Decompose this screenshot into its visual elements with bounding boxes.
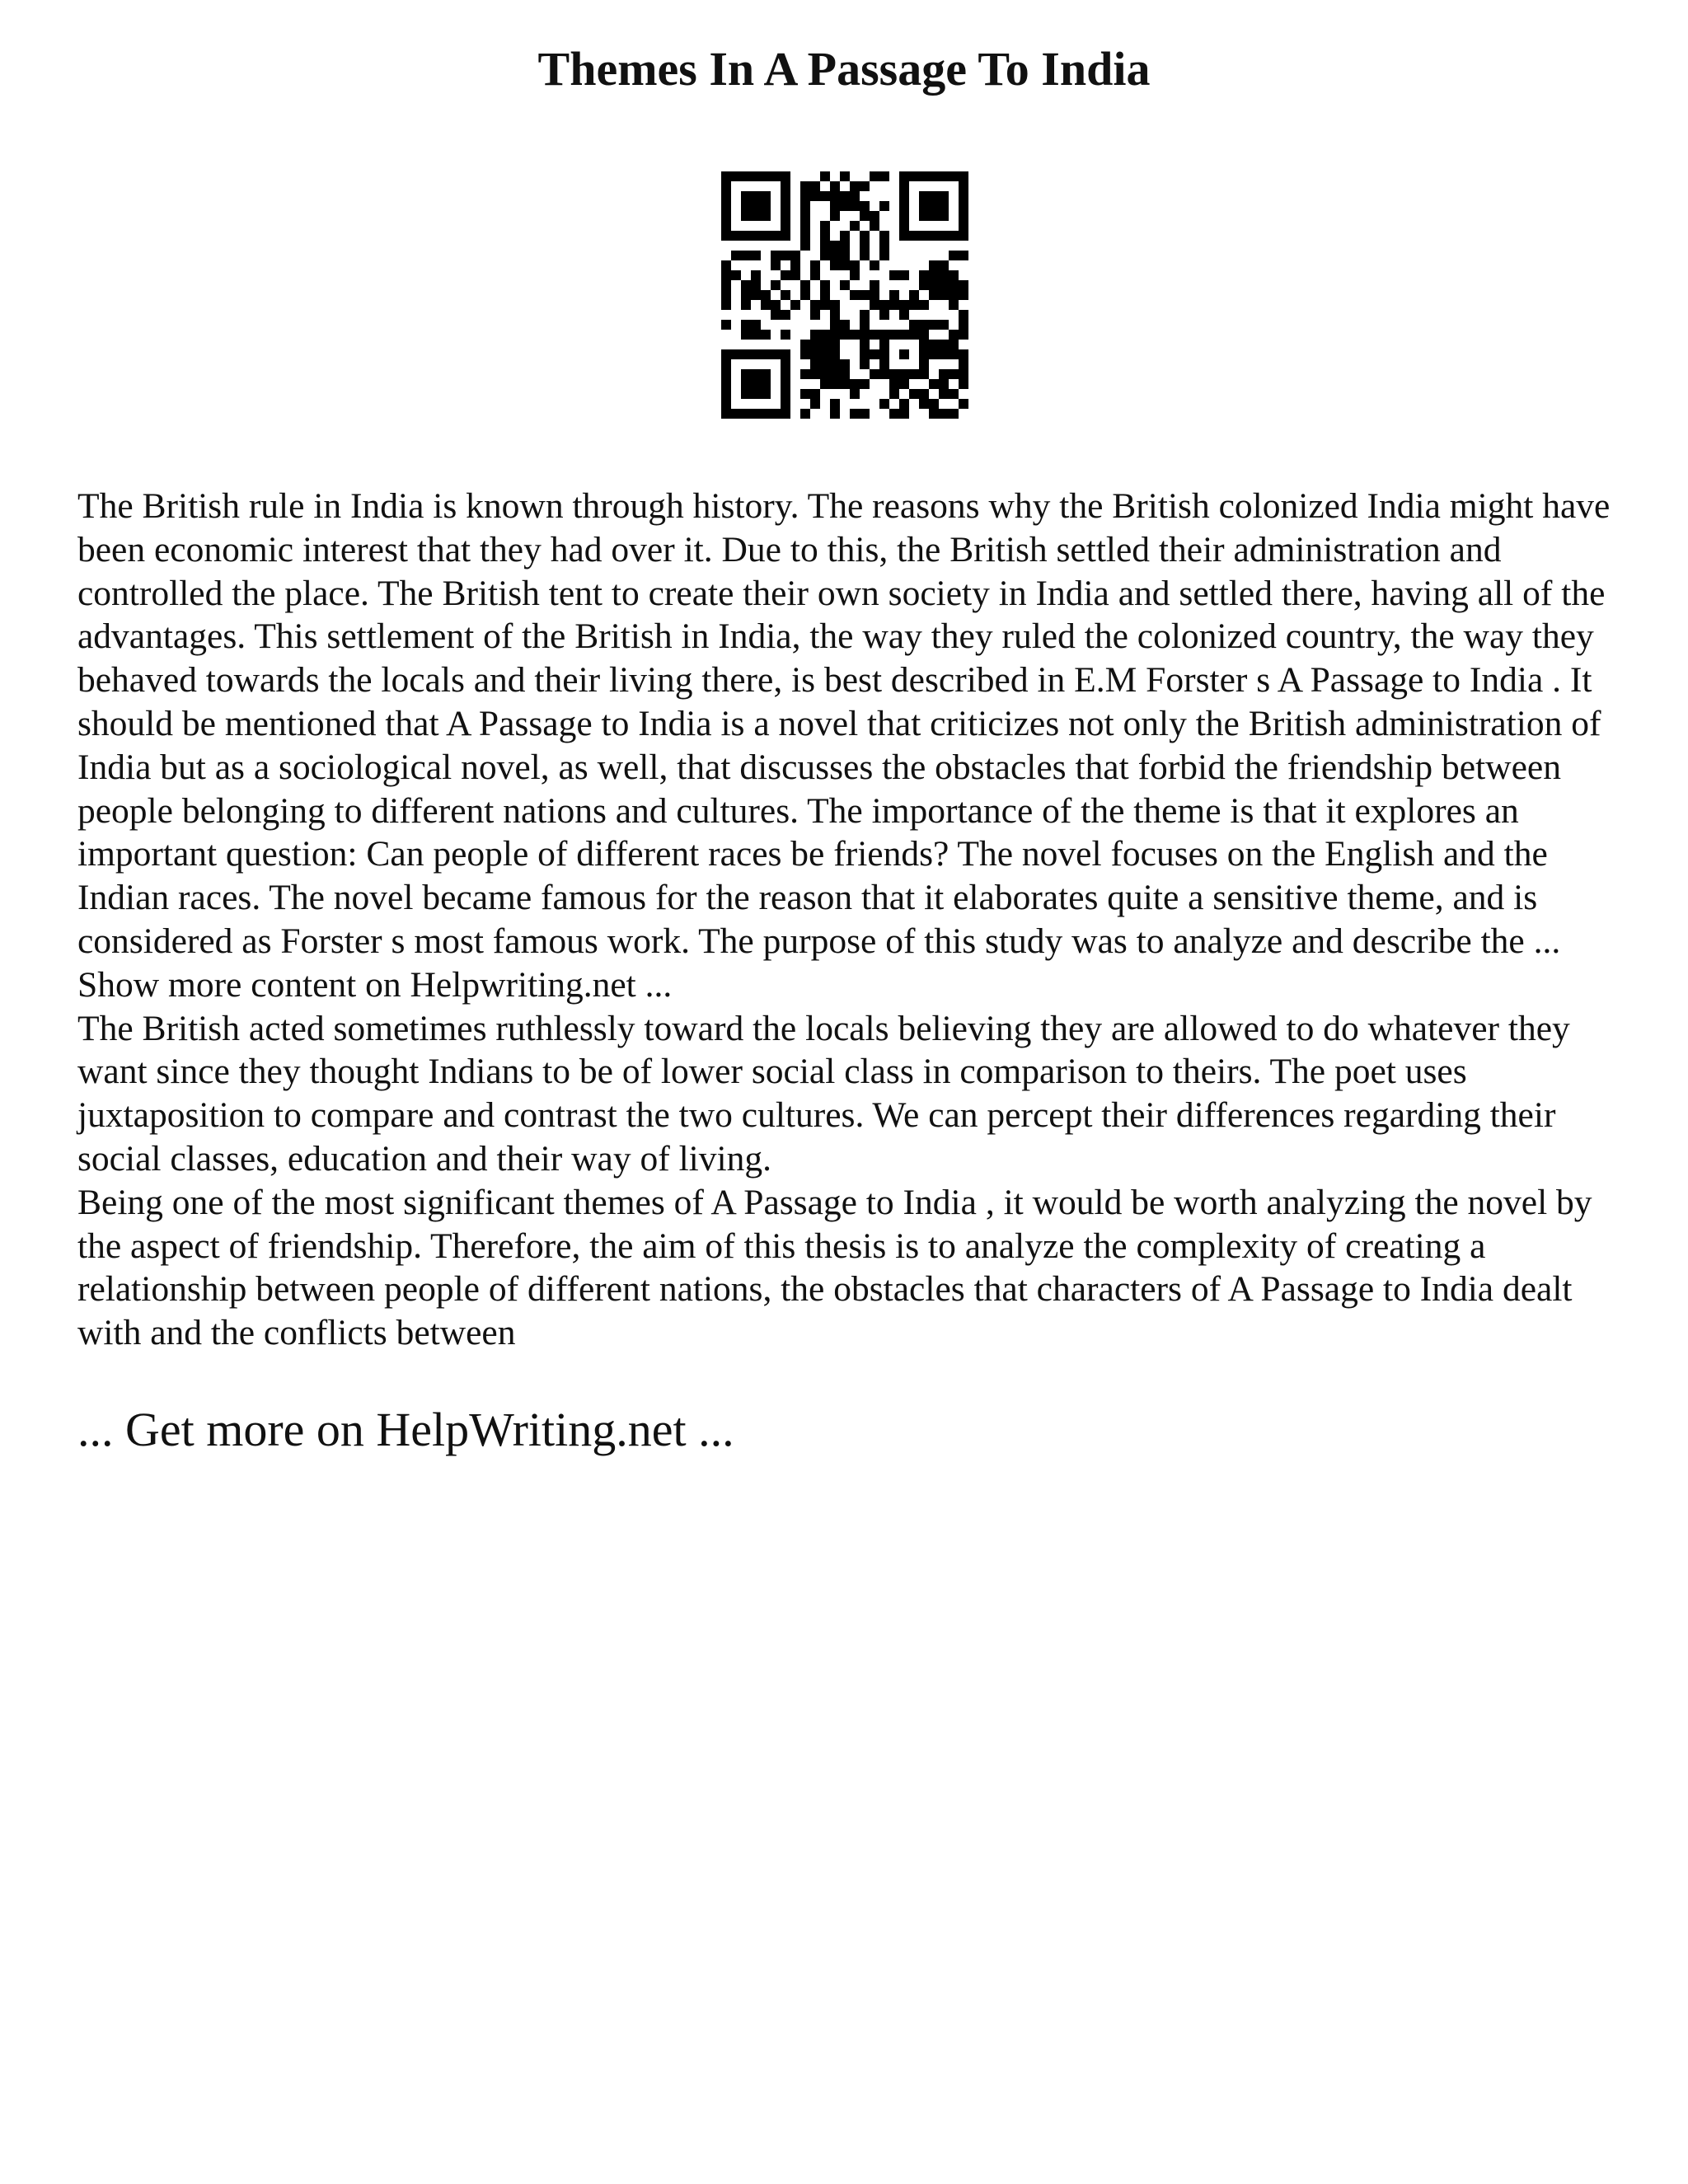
article-body (77, 485, 1627, 1355)
paragraph: The British rule in India is known through history. The reasons why the British colonized India might have been economic interest that they had over it. Due to this, the British settled their administration and controlled the place. The British tent to create their own society in India and settled there, having all of the advantages. This settlement of the British in India, the way they ruled the colonized country, the way they behaved towards the locals and their living there, is best described in E.M Forster s A Passage to India . It should be mentioned that A Passage to India is a novel that criticizes not only the British administration of India but as a sociological novel, as well, that discusses the obstacles that forbid the friendship between people belonging to different nations and cultures. The importance of the theme is that it explores an important question: Can people of different races be friends? The novel focuses on the English and the Indian races. The novel became famous for the reason that it elaborates quite a sensitive theme, and is considered as Forster s most famous work. The purpose of this study was to analyze and describe the ... Show more content on Helpwriting.net ... (77, 486, 1611, 1005)
page-title: Themes In A Passage To India (537, 42, 1151, 96)
get-more-link[interactable]: ... Get more on HelpWriting.net ... (77, 1403, 734, 1456)
paragraph: Being one of the most significant themes of A Passage to India , it would be worth analyzing the novel by the aspect of friendship. Therefore, the aim of this thesis is to analyze the complexity of creating a relationship between people of different nations, the obstacles that characters of A Passage to India dealt with and the conflicts between (77, 1182, 1592, 1353)
paragraph: The British acted sometimes ruthlessly toward the locals believing they are allowed to do whatever they want since they thought Indians to be of lower social class in comparison to theirs. The poet uses juxtaposition to compare and contrast the two cultures. We can percept their differences regarding their social classes, education and their way of living. (77, 1008, 1570, 1179)
qr-code-icon (721, 171, 968, 419)
